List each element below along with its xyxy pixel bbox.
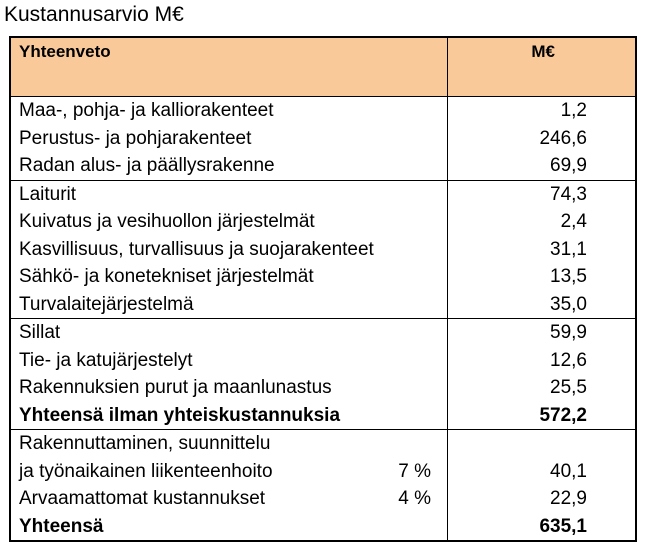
table-header-row xyxy=(10,37,636,97)
row-label: Rakennuttaminen, suunnittelu xyxy=(10,430,448,458)
row-label: Tie- ja katujärjestelyt xyxy=(10,347,448,375)
total-value: 635,1 xyxy=(539,515,587,537)
table-row xyxy=(10,374,636,402)
total-row xyxy=(10,513,636,542)
row-value: 1,2 xyxy=(560,100,587,121)
table-row xyxy=(10,263,636,291)
row-value xyxy=(448,430,637,458)
row-label: Kuivatus ja vesihuollon järjestelmät xyxy=(10,208,448,236)
row-value: 22,9 xyxy=(550,488,587,509)
row-value: 12,6 xyxy=(550,349,587,371)
row-value: 2,4 xyxy=(560,211,587,232)
row-value: 25,5 xyxy=(550,377,587,398)
row-value: 40,1 xyxy=(550,460,587,482)
subtotal-value: 572,2 xyxy=(539,404,587,426)
row-value: 31,1 xyxy=(550,238,587,260)
page-title: Kustannusarvio M€ xyxy=(4,3,184,26)
row-label: Sähkö- ja konetekniset järjestelmät xyxy=(10,263,448,291)
row-value: 35,0 xyxy=(550,293,587,315)
table-row xyxy=(10,458,636,486)
table-row xyxy=(10,291,636,319)
row-label: ja työnaikainen liikenteenhoito xyxy=(19,460,273,482)
table-row xyxy=(10,430,636,458)
table-row xyxy=(10,347,636,375)
header-unit: M€ xyxy=(448,37,637,97)
row-label: Sillat xyxy=(10,319,448,347)
table-row xyxy=(10,152,636,180)
row-value: 246,6 xyxy=(539,127,587,149)
row-label: Arvaamattomat kustannukset xyxy=(19,488,266,509)
subtotal-row xyxy=(10,402,636,430)
table-row xyxy=(10,485,636,513)
table-row xyxy=(10,319,636,347)
table-row xyxy=(10,125,636,153)
row-percent: 4 % xyxy=(398,488,431,509)
row-value: 69,9 xyxy=(550,155,587,176)
table-row xyxy=(10,208,636,236)
row-value: 59,9 xyxy=(448,319,637,347)
table-row xyxy=(10,236,636,264)
row-value: 13,5 xyxy=(550,266,587,287)
cost-estimate-table xyxy=(9,36,637,542)
table-row xyxy=(10,97,636,125)
row-percent: 7 % xyxy=(398,460,431,482)
row-label-with-percent xyxy=(10,458,448,486)
row-label: Laiturit xyxy=(10,180,448,208)
row-label: Maa-, pohja- ja kalliorakenteet xyxy=(10,97,448,125)
row-label: Turvalaitejärjestelmä xyxy=(10,291,448,319)
row-label: Rakennuksien purut ja maanlunastus xyxy=(10,374,448,402)
row-label: Radan alus- ja päällysrakenne xyxy=(10,152,448,180)
header-summary: Yhteenveto xyxy=(10,37,448,97)
row-label: Perustus- ja pohjarakenteet xyxy=(10,125,448,153)
row-label-with-percent xyxy=(10,485,448,513)
table-row xyxy=(10,180,636,208)
row-label: Kasvillisuus, turvallisuus ja suojarakenteet xyxy=(10,236,448,264)
total-label: Yhteensä xyxy=(10,513,448,542)
subtotal-label: Yhteensä ilman yhteiskustannuksia xyxy=(10,402,448,430)
row-value: 74,3 xyxy=(448,180,637,208)
